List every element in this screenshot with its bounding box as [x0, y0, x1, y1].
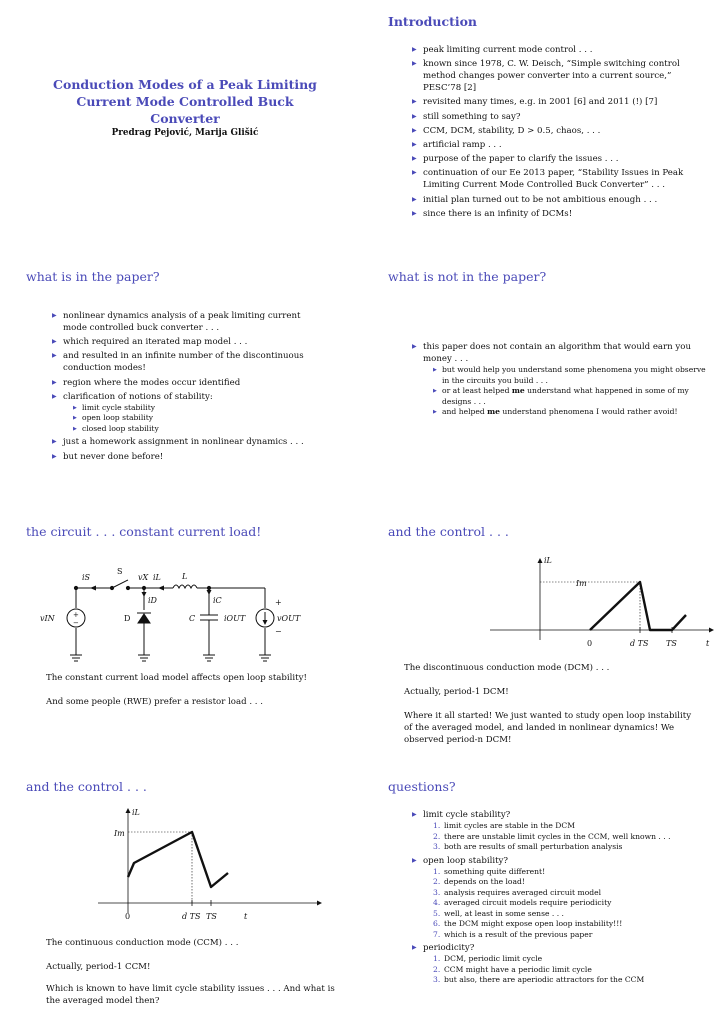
list-item	[412, 341, 712, 418]
slide-what-is-not	[372, 255, 720, 510]
ccm-note-2: Actually, period-1 CCM!	[46, 962, 151, 972]
slide-heading: and the control . . .	[26, 779, 147, 794]
label-im: Im	[576, 579, 587, 588]
slide-heading: questions?	[388, 779, 456, 794]
label-iout: iOUT	[224, 614, 246, 623]
label-im: Im	[114, 829, 125, 838]
ccm-inductor-current-trace	[128, 832, 228, 887]
answer-item	[433, 842, 712, 853]
slide-heading: Introduction	[388, 14, 478, 29]
vout-plus: +	[275, 598, 282, 607]
list-item-label: clarification of notions of stability:	[63, 391, 213, 402]
item-number: 2.	[433, 877, 441, 887]
tick-zero: 0	[587, 639, 593, 648]
answer-text: depends on the load!	[444, 877, 525, 887]
slide-questions	[372, 765, 720, 1019]
label-vout: vOUT	[277, 614, 301, 623]
slide-control-dcm	[372, 510, 720, 765]
ccm-note-3: Which is known to have limit cycle stability issues . . . And what is the averaged model then?	[46, 984, 335, 1006]
item-number: 7.	[433, 929, 441, 939]
sub-item-text: or at least helped	[442, 386, 512, 395]
authors: Predrag Pejović, Marija Glišić	[111, 128, 259, 138]
answer-item	[433, 965, 712, 976]
stability-sublist	[63, 403, 307, 435]
answer-text: CCM might have a periodic limit cycle	[444, 964, 592, 974]
question-label: limit cycle stability?	[423, 810, 511, 820]
in-paper-list	[52, 310, 307, 465]
answer-item	[433, 821, 712, 832]
answer-item	[433, 867, 712, 878]
label-capacitor: C	[189, 614, 196, 623]
sub-item-text: understand phenomena I would rather avoid!	[500, 407, 678, 416]
answer-text: which is a result of the previous paper	[444, 929, 593, 939]
list-item: ▶ initial plan turned out to be not ambitious enough . . .	[412, 194, 712, 206]
item-number: 3.	[433, 842, 441, 851]
slide-what-is-in	[10, 255, 360, 510]
answer-text: DCM, periodic limit cycle	[444, 954, 543, 964]
intro-list	[412, 44, 712, 222]
item-number: 6.	[433, 919, 441, 929]
source-minus: −	[73, 619, 79, 627]
answer-item	[433, 975, 712, 986]
list-item: ▶ which required an iterated map model . . .	[52, 336, 307, 348]
ground-symbol	[203, 655, 215, 661]
ground-symbol	[70, 655, 82, 661]
list-item: ▶ region where the modes occur identified	[52, 377, 307, 389]
axis-label-il: iL	[132, 808, 140, 817]
item-number: 3.	[433, 887, 441, 897]
list-item: ▶ and resulted in an infinite number of the discontinuous conduction modes!	[52, 350, 307, 374]
list-item: ▶ nonlinear dynamics analysis of a peak limiting current mode controlled buck converter . . .	[52, 310, 307, 334]
circuit-note-2: And some people (RWE) prefer a resistor load . . .	[46, 697, 264, 707]
dcm-note-1: The discontinuous conduction mode (DCM) . . .	[404, 663, 610, 673]
label-switch: S	[117, 567, 123, 576]
list-item: ▶ since there is an infinity of DCMs!	[412, 208, 712, 220]
sub-item: ▶ but would help you understand some phenomena you might observe in the circuits you build . . .	[433, 365, 712, 386]
question-group	[412, 809, 712, 853]
label-is: iS	[82, 573, 91, 582]
dcm-note-2: Actually, period-1 DCM!	[404, 687, 509, 697]
item-number: 1.	[433, 954, 441, 964]
slide-heading: what is not in the paper?	[388, 269, 547, 284]
dcm-waveform-plot	[472, 555, 720, 655]
tick-ts: TS	[666, 639, 677, 648]
label-ic: iC	[213, 596, 222, 605]
ground-symbol	[259, 655, 271, 661]
list-item: ▶ purpose of the paper to clarify the issues . . .	[412, 153, 712, 165]
label-inductor: L	[182, 572, 188, 581]
answer-text: but also, there are aperiodic attractors for the CCM	[444, 975, 645, 985]
item-number: 3.	[433, 975, 441, 985]
sub-item	[433, 407, 712, 418]
answer-text: something quite different!	[444, 866, 546, 876]
answer-item	[433, 954, 712, 965]
vout-minus: −	[275, 627, 282, 636]
list-item: ▶ peak limiting current mode control . . .	[412, 44, 712, 56]
answer-item	[433, 909, 712, 920]
answer-text: limit cycles are stable in the DCM	[444, 821, 575, 830]
slide-heading: the circuit . . . constant current load!	[26, 524, 262, 539]
answer-item	[433, 877, 712, 888]
list-item: ▶ known since 1978, C. W. Deisch, “Simple switching control method changes power converter into a current source,” PESC’78 [2]	[412, 58, 712, 94]
slide-introduction	[372, 0, 720, 255]
axis-label-t: t	[244, 912, 248, 921]
item-number: 4.	[433, 898, 441, 908]
answer-text: well, at least in some sense . . .	[444, 908, 564, 918]
question-answers	[423, 867, 712, 941]
question-label: periodicity?	[423, 943, 475, 954]
item-number: 1.	[433, 821, 441, 830]
dcm-note-3: Where it all started! We just wanted to study open loop instability of the averaged model, and landed in nonlinear dynamics! We observed period-n DCM!	[404, 711, 692, 745]
question-group	[412, 942, 712, 986]
axis-label-t: t	[706, 639, 710, 648]
list-item: ▶ still something to say?	[412, 111, 712, 123]
sub-item: ▶ open loop stability	[73, 413, 307, 424]
ground-symbol	[138, 655, 150, 661]
list-item: ▶ artificial ramp . . .	[412, 139, 712, 151]
sub-item: ▶ limit cycle stability	[73, 403, 307, 414]
answer-item	[433, 888, 712, 899]
label-vin: vIN	[40, 614, 55, 623]
list-item: ▶ revisited many times, e.g. in 2001 [6] and 2011 (!) [7]	[412, 96, 712, 108]
not-in-paper-list	[412, 341, 712, 420]
answer-item	[433, 898, 712, 909]
dcm-inductor-current-trace	[590, 582, 686, 630]
list-item: ▶ continuation of our Ee 2013 paper, “Stability Issues in Peak Limiting Current Mode Controlled Buck Converter” . . .	[412, 167, 712, 191]
buck-converter-schematic	[40, 565, 340, 675]
tick-zero: 0	[125, 912, 131, 921]
slide-control-ccm	[10, 765, 360, 1019]
item-number: 1.	[433, 866, 441, 876]
ccm-note-1: The continuous conduction mode (CCM) . . .	[46, 938, 239, 948]
answer-text: the DCM might expose open loop instability!!!	[444, 919, 623, 929]
answer-text: both are results of small perturbation analysis	[444, 842, 623, 851]
list-item: ▶ CCM, DCM, stability, D > 0.5, chaos, . . .	[412, 125, 712, 137]
paper-title: Conduction Modes of a Peak Limiting Current Mode Controlled Buck Converter	[53, 77, 317, 126]
item-number: 2.	[433, 831, 441, 841]
answer-item	[433, 930, 712, 941]
answer-item	[433, 832, 712, 843]
list-item: ▶ just a homework assignment in nonlinear dynamics . . .	[52, 436, 307, 448]
question-answers	[423, 821, 712, 853]
sub-item	[433, 386, 712, 407]
label-diode: D	[124, 614, 131, 623]
label-id: iD	[148, 596, 157, 605]
list-item-label: this paper does not contain an algorithm that would earn you money . . .	[423, 342, 691, 364]
tick-ts: TS	[206, 912, 217, 921]
question-answers	[423, 954, 712, 986]
list-item	[52, 391, 307, 435]
question-group	[412, 855, 712, 941]
label-il: iL	[153, 573, 161, 582]
tick-dts: d TS	[630, 639, 649, 648]
question-label: open loop stability?	[423, 855, 509, 866]
sub-item-text: understand what happened in some of my designs . . .	[442, 386, 689, 406]
sub-item: ▶ closed loop stability	[73, 424, 307, 435]
emphasis-me: me	[511, 386, 525, 395]
source-plus: +	[73, 611, 79, 619]
axis-label-il: iL	[544, 556, 552, 565]
item-number: 5.	[433, 908, 441, 918]
ccm-waveform-plot	[78, 805, 338, 925]
slide-heading: what is in the paper?	[26, 269, 160, 284]
slide-title	[10, 0, 360, 255]
label-vx: vX	[138, 573, 149, 582]
item-number: 2.	[433, 964, 441, 974]
questions-list	[412, 809, 712, 988]
answer-item	[433, 919, 712, 930]
tick-dts: d TS	[182, 912, 201, 921]
answer-text: analysis requires averaged circuit model	[444, 887, 602, 897]
emphasis-me: me	[487, 407, 501, 416]
slide-circuit	[10, 510, 360, 765]
list-item: ▶ but never done before!	[52, 451, 307, 463]
not-in-sublist	[423, 365, 712, 418]
circuit-note-1: The constant current load model affects open loop stability!	[46, 673, 307, 683]
sub-item-text: and helped	[442, 407, 488, 416]
slide-heading: and the control . . .	[388, 524, 509, 539]
answer-text: averaged circuit models require periodicity	[444, 898, 612, 908]
answer-text: there are unstable limit cycles in the CCM, well known . . .	[444, 831, 671, 841]
